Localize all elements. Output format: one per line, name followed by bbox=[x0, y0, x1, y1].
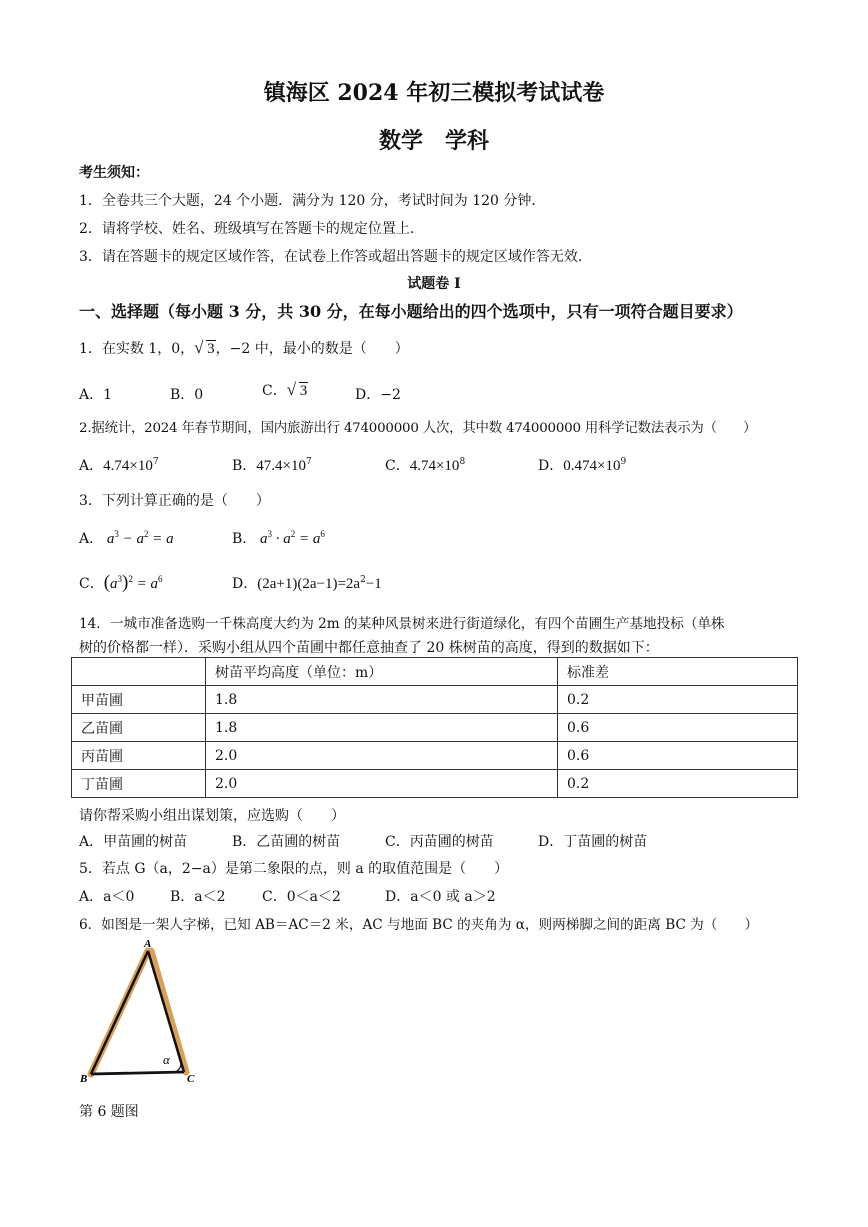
figure-caption: 第 6 题图 bbox=[79, 1104, 139, 1120]
table-row bbox=[72, 770, 798, 798]
angle-alpha-label: α bbox=[163, 1052, 170, 1067]
table-cell: 甲苗圃 bbox=[72, 686, 206, 714]
q1-option-c: C．√ 3 bbox=[262, 380, 308, 400]
table-cell: 0.6 bbox=[558, 714, 798, 742]
table-cell: 2.0 bbox=[206, 770, 558, 798]
q2-option-d: D．$0.474\times 10^9$ bbox=[538, 457, 627, 474]
q2-option-b: B．$47.4\times 10^7$ bbox=[232, 457, 312, 474]
table-cell: 2.0 bbox=[206, 742, 558, 770]
table-cell: 乙苗圃 bbox=[72, 714, 206, 742]
q1-option-a: A．1 bbox=[79, 387, 113, 403]
vertex-a-label: A bbox=[144, 938, 152, 950]
q1-stem-part: 1．在实数 1，0， bbox=[79, 341, 195, 357]
table-header-row bbox=[72, 658, 798, 686]
ladder-figure bbox=[70, 935, 210, 1085]
sqrt-symbol: √ 3 bbox=[287, 383, 309, 400]
q2-option-a: A．$4.74\times 10^7$ bbox=[79, 457, 159, 474]
table-row bbox=[72, 714, 798, 742]
table-header-cell: 树苗平均高度（单位：m） bbox=[206, 658, 558, 686]
q2-option-c: C．$4.74\times 10^8$ bbox=[385, 457, 466, 474]
q3-option-b: B． $a^3 \cdot a^2 = a^6$ bbox=[232, 529, 325, 547]
question-2-stem: 2.据统计，2024 年春节期间，国内旅游出行 474000000 人次，其中数 474000000 用科学记数法表示为（ ） bbox=[79, 421, 757, 436]
question-14-stem-line2: 树的价格都一样）．采购小组从四个苗圃中都任意抽查了 20 株树苗的高度，得到的数据如下： bbox=[79, 640, 659, 656]
vertex-c-label: C bbox=[187, 1073, 195, 1085]
vertex-b-label: B bbox=[80, 1073, 88, 1085]
question-6-stem: 6．如图是一架人字梯，已知 AB＝AC＝2 米，AC 与地面 BC 的夹角为 α，则两梯脚之间的距离 BC 为（ ） bbox=[79, 917, 759, 933]
q14-option-b: B．乙苗圃的树苗 bbox=[232, 834, 341, 850]
question-1-stem bbox=[79, 338, 409, 358]
q3-option-c: C．$(a^3)^2 = a^6$ bbox=[79, 572, 163, 593]
table-cell: 1.8 bbox=[206, 714, 558, 742]
table-cell: 丁苗圃 bbox=[72, 770, 206, 798]
table-cell: 丙苗圃 bbox=[72, 742, 206, 770]
notice-item: 3．请在答题卡的规定区域作答，在试卷上作答或超出答题卡的规定区域作答无效． bbox=[79, 249, 592, 265]
section-heading: 一、选择题（每小题 3 分，共 30 分，在每小题给出的四个选项中，只有一项符合题目要求） bbox=[79, 302, 743, 321]
question-3-stem: 3．下列计算正确的是（ ） bbox=[79, 493, 270, 509]
q14-option-d: D．丁苗圃的树苗 bbox=[538, 834, 648, 850]
table-cell: 0.2 bbox=[558, 770, 798, 798]
seedling-table bbox=[71, 657, 798, 798]
table-row bbox=[72, 686, 798, 714]
q5-option-c: C．0＜a＜2 bbox=[262, 889, 341, 905]
q14-option-c: C．丙苗圃的树苗 bbox=[385, 834, 494, 850]
paper-label: 试题卷 I bbox=[407, 276, 461, 292]
notice-item: 2．请将学校、姓名、班级填写在答题卡的规定位置上． bbox=[79, 221, 424, 237]
subject-title: 数学 学科 bbox=[378, 128, 489, 154]
table-cell: 0.2 bbox=[558, 686, 798, 714]
notice-item: 1．全卷共三个大题，24 个小题．满分为 120 分，考试时间为 120 分钟． bbox=[79, 193, 546, 209]
table-header-cell bbox=[72, 658, 206, 686]
table-row bbox=[72, 742, 798, 770]
notice-heading: 考生须知： bbox=[79, 165, 149, 181]
q5-option-b: B．a＜2 bbox=[170, 889, 226, 905]
question-14-prompt: 请你帮采购小组出谋划策，应选购（ ） bbox=[79, 808, 345, 824]
q3-option-d: D．$(2a+1)(2a-1)=2a^2-1$ bbox=[232, 575, 382, 592]
q5-option-a: A．a＜0 bbox=[79, 889, 135, 905]
q1-stem-part: ，−2 中，最小的数是（ ） bbox=[215, 341, 409, 357]
table-cell: 0.6 bbox=[558, 742, 798, 770]
sqrt-symbol: √ 3 bbox=[194, 341, 216, 358]
table-header-cell: 标准差 bbox=[558, 658, 798, 686]
q3-option-a: A． $a^3 - a^2 = a$ bbox=[79, 529, 174, 547]
question-5-stem: 5．若点 G（a，2−a）是第二象限的点，则 a 的取值范围是（ ） bbox=[79, 861, 509, 877]
exam-title: 镇海区 2024 年初三模拟考试试卷 bbox=[263, 80, 605, 106]
q14-option-a: A．甲苗圃的树苗 bbox=[79, 834, 188, 850]
question-14-stem-line1: 14．一城市准备选购一千株高度大约为 2m 的某种风景树来进行街道绿化，有四个苗圃生产基地投标（单株 bbox=[79, 616, 725, 632]
q5-option-d: D．a＜0 或 a＞2 bbox=[385, 889, 496, 905]
q1-option-d: D．−2 bbox=[355, 387, 401, 403]
q1-option-b: B．0 bbox=[170, 387, 204, 403]
table-cell: 1.8 bbox=[206, 686, 558, 714]
